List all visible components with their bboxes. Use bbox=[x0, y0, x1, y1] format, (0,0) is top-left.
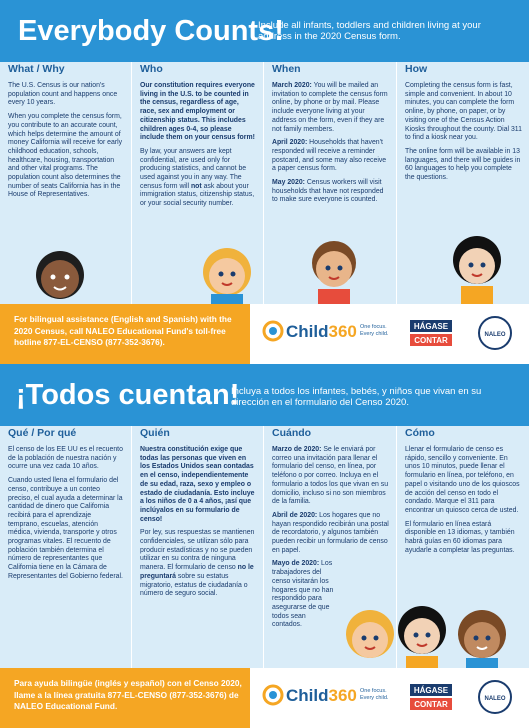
footer-es: Para ayuda bilingüe (inglés y español) con el Censo 2020, llame a la línea gratuita 877-EL-CENSO (877-352-3676) de NALEO Educational Fund. Child360 One focus. Every child. HÁGASE CONTAR NALEO bbox=[0, 668, 529, 728]
spanish-banner bbox=[0, 364, 529, 426]
svg-text:HÁGASE: HÁGASE bbox=[413, 322, 449, 331]
column-heading-quien: Quién bbox=[132, 426, 263, 440]
hotline-text-es: Para ayuda bilingüe (inglés y español) con el Censo 2020, llame a la línea gratuita 877-EL-CENSO (877-352-3676) de NALEO Educational Fund. bbox=[14, 678, 242, 711]
naleo-logo bbox=[478, 316, 512, 350]
paragraph: Abril de 2020: Los hogares que no hayan respondido recibirán una postal de recordatorio, y algunos también pueden recibir un formulario de censo en papel. bbox=[272, 511, 389, 554]
divider bbox=[131, 62, 132, 304]
english-banner bbox=[0, 0, 529, 62]
divider bbox=[396, 426, 397, 668]
spanish-section bbox=[0, 364, 529, 728]
divider bbox=[263, 426, 264, 668]
paragraph: Mayo de 2020: Los trabajadores del censo visitarán los hogares que no han respondido para asegurarse de que todos sean contados. bbox=[272, 560, 334, 629]
child-illustration bbox=[302, 235, 366, 305]
paragraph: Llenar el formulario de censo es rápido, sencillo y conveniente. En unos 10 minutos, puede llenar el formulario en línea, por teléfono, en papel o visitando uno de los quioscos de acción del censo en todo el condado. Marque el 311 para encontrar un quiosco cerca de usted. bbox=[405, 446, 520, 514]
column-quien bbox=[132, 440, 263, 668]
paragraph: Por ley, sus respuestas se mantienen confidenciales, se utilizan sólo para producir estadísticas y no se pueden utilizar en su contra de ninguna manera. El formulario de censo no le preguntará sobre su estatus migratorio, estatus de ciudadanía o número de seguro social. bbox=[140, 529, 255, 598]
hotline-box bbox=[0, 304, 250, 364]
column-heading-when: When bbox=[264, 62, 396, 76]
paragraph: Our constitution requires everyone living in the U.S. to be counted in the census, regardless of age, race, sex and employment or citizenship status. This includes children ages 0-4, so please include them on your census form! bbox=[140, 82, 255, 142]
column-heading-what-why: What / Why bbox=[0, 62, 131, 76]
child360-icon bbox=[262, 320, 284, 342]
paragraph: By law, your answers are kept confidential, are used only for producing statistics, and cannot be used against you in any way. The census form will not ask about your immigration status, citizenship status, or your social security number. bbox=[140, 147, 255, 208]
svg-text:NALEO: NALEO bbox=[484, 332, 506, 338]
footer: For bilingual assistance (English and Spanish) with the 2020 Census, call NALEO Educational Fund's toll-free hotline 877-EL-CENSO (877-352-3676). Child360 One focus. Every child. HÁGASE CONTAR NALEO bbox=[0, 304, 529, 364]
divider bbox=[263, 62, 264, 304]
paragraph: The U.S. Census is our nation's population count and happens once every 10 years. bbox=[8, 82, 118, 107]
divider bbox=[131, 426, 132, 668]
paragraph: Marzo de 2020: Se le enviará por correo una invitación para llenar el formulario del censo, en línea, por teléfono o por correo. Incluya en el formulario a todos los que vivan en su domicilio, incluso si no son miembros de la familia. bbox=[272, 446, 389, 506]
hagase-contar-logo bbox=[410, 680, 452, 716]
svg-text:HÁGASE: HÁGASE bbox=[413, 686, 449, 695]
page-subtitle-es: Incluya a todos los infantes, bebés, y niños que vivan en su dirección en el formulario del Censo 2020. bbox=[231, 386, 482, 408]
hotline-box-es bbox=[0, 668, 250, 728]
child360-icon bbox=[262, 684, 284, 706]
svg-text:NALEO: NALEO bbox=[484, 696, 506, 702]
column-que bbox=[0, 440, 131, 668]
child-illustration bbox=[450, 604, 514, 668]
paragraph: Nuestra constitución exige que todas las personas que viven en los Estados Unidos sean contadas en el censo, independientemente de su edad, raza, sexo y empleo o estado de ciudadanía. Esto incluye a los niños de 0 a 4 años, ¡así que inclúyalos en su formulario de censo! bbox=[140, 446, 255, 523]
paragraph: Completing the census form is fast, simple and convenient. In about 10 minutes, you can complete the form online, by phone, on paper, or by visiting one of the Census Action Kiosks throughout the county. Dial 311 to find a kiosk near you. bbox=[405, 82, 522, 142]
column-heading-how: How bbox=[397, 62, 529, 76]
child-illustration bbox=[28, 245, 92, 305]
paragraph: El formulario en línea estará disponible en 13 idiomas, y también habrá guías en 60 idiomas para ayudarle a completar las preguntas. bbox=[405, 520, 515, 554]
hagase-contar-logo bbox=[410, 316, 452, 352]
hotline-text: For bilingual assistance (English and Spanish) with the 2020 Census, call NALEO Educational Fund's toll-free hotline 877-EL-CENSO (877-352-3676). bbox=[14, 314, 232, 347]
page-title-es: ¡Todos cuentan! bbox=[16, 379, 240, 411]
paragraph: Cuando usted llena el formulario del censo, contribuye a un conteo preciso, el cual ayuda a determinar la cantidad de dinero que California recibirá para el aprendizaje temprano, escuelas, atención médica, vivienda, transporte y otros programas vitales. El recuento de población también determina el número de representantes que California tiene en la Cámara de Representantes del Gobierno federal. bbox=[8, 477, 123, 580]
divider bbox=[396, 62, 397, 304]
naleo-logo bbox=[478, 680, 512, 714]
paragraph: El censo de los EE UU es el recuento de la población de nuestra nación y ocurre una vez cada 10 años. bbox=[8, 446, 123, 471]
paragraph: When you complete the census form, you contribute to an accurate count, which helps determine the amount of money California will receive for early childhood education, schools, healthcare, housing, transportation and other vital programs. The population count also determines the number of seats California has in the House of Representatives. bbox=[8, 113, 123, 199]
paragraph: The online form will be available in 13 languages, and there will be guides in 60 languages to help you complete the questions. bbox=[405, 147, 521, 182]
child-illustration bbox=[390, 600, 454, 668]
column-heading-que: Qué / Por qué bbox=[0, 426, 131, 440]
column-heading-cuando: Cuándo bbox=[264, 426, 396, 440]
column-heading-como: Cómo bbox=[397, 426, 529, 440]
svg-text:CONTAR: CONTAR bbox=[414, 336, 448, 345]
paragraph: April 2020: Households that haven't responded will receive a reminder postcard, and some may also receive a paper census form. bbox=[272, 139, 387, 173]
child-illustration bbox=[195, 240, 259, 304]
paragraph: May 2020: Census workers will visit households that have not responded to make sure everyone is counted. bbox=[272, 179, 384, 204]
child-illustration bbox=[445, 230, 509, 304]
svg-text:CONTAR: CONTAR bbox=[414, 700, 448, 709]
page-title: Everybody Counts! bbox=[18, 15, 284, 47]
column-heading-who: Who bbox=[132, 62, 263, 76]
paragraph: March 2020: You will be mailed an invitation to complete the census form online, by phone or by mail. Please include everyone living at your address on the form, even if they are not family members. bbox=[272, 82, 388, 133]
page-subtitle: Include all infants, toddlers and children living at your address in the 2020 Census form. bbox=[258, 20, 481, 42]
